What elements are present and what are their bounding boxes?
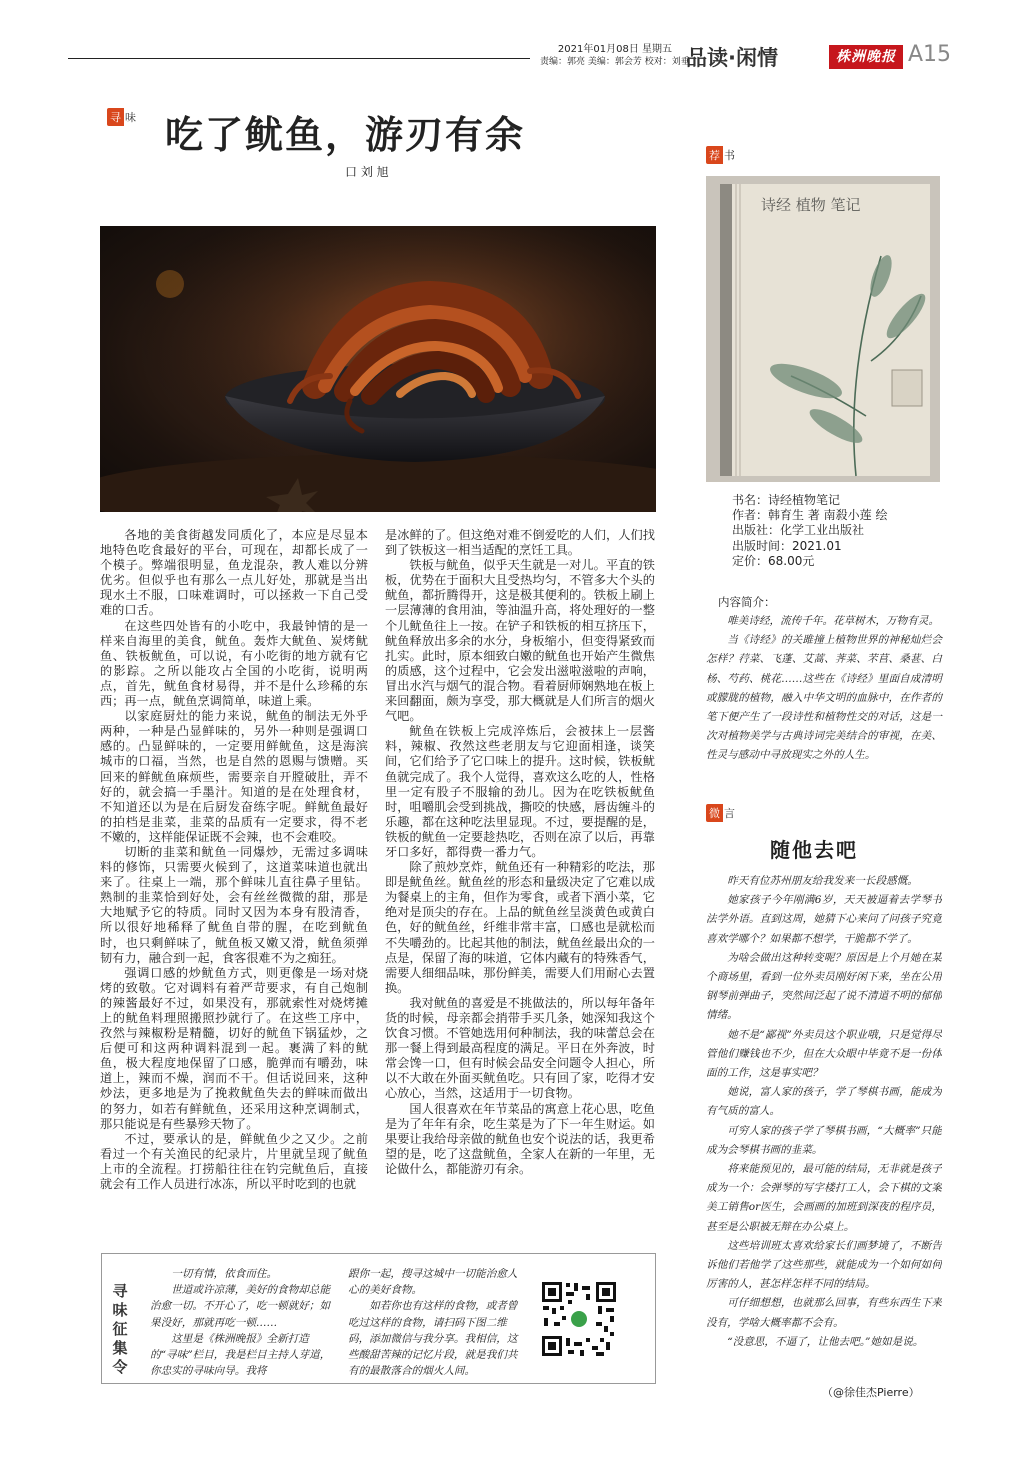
- column-tag-mark: 寻: [107, 108, 124, 126]
- book-info: [732, 493, 887, 569]
- xunwei-paragraph: 如若你也有这样的食物，或者曾吃过这样的食物，请扫码下图二维码，添加微信与我分享。我相信，这些酸甜苦辣的记忆片段，就是我们共有的最散落合的烟火人间。: [348, 1300, 518, 1378]
- book-intro-label: 内容简介：: [718, 595, 776, 609]
- article-paragraph: 除了煎炒烹炸，鱿鱼还有一种精彩的吃法，那即是鱿鱼丝。鱿鱼丝的形态和量级决定了它难以成为餐桌上的主角，但作为零食，或者下酒小菜，它绝对是顶尖的存在。上品的鱿鱼丝呈淡黄色或黄白色，好的鱿鱼丝，纤维非常丰富，口感也是就松而不失嚼劲的。比起其他的制法，鱿鱼丝最出众的一点是，保留了海的味道，它体内藏有的特殊香气，需要人细细品味，那份鲜美，需要人们用耐心去置换。: [385, 860, 655, 995]
- book-intro-paragraph: 当《诗经》的关雎撞上植物世界的神秘灿烂会怎样？荇菜、飞蓬、艾蒿、荠菜、芣苢、桑葚、白杨、芍药、桃花……这些在《诗经》里面自成清明或朦胧的植物，融入中华文明的血脉中，在作者的笔下便产生了一段诗性和植物性交的对话，这是一次对植物美学与古典诗词完美结合的审视，在美、性灵与感动中寻放现实之外的人生。: [706, 634, 942, 762]
- xunwei-call-title: 寻味征集令: [112, 1282, 128, 1376]
- column-tag-mark: 微: [706, 804, 723, 822]
- article-paragraph: 我对鱿鱼的喜爱是不挑做法的，所以每年备年货的时候，母亲都会捎带手买几条，她深知我这个饮食习惯。不管她选用何种制法，我的味蕾总会在那一餐上得到最高程度的满足。平日在外奔波，时常会馋一口，但有时候会品安全问题令人担心，所以不大敢在外面买鱿鱼吃。只有回了家，吃得才安心放心，当然，这适用于一切食物。: [385, 995, 655, 1101]
- essay-paragraph: 可穷人家的孩子学了琴棋书画，“大概率”只能成为会琴棋书画的韭菜。: [706, 1124, 942, 1156]
- article-paragraph: 强调口感的炒鱿鱼方式，则更像是一场对烧烤的致敬。它对调料有着严苛要求，有自己炮制的辣酱最好不过，如果没有，那就索性对烧烤摊上的鱿鱼料理照搬照抄就行了。在这些工序中，孜然与辣椒粉是精髓，切好的鱿鱼下锅猛炒，之后便可和这两种调料混到一起。裹满了料的鱿鱼，极大程度地保留了口感，脆弹而有嚼劲，味道上，辣而不燥，润而不干。但话说回来，这种炒法，更多地是为了挽救鱿鱼失去的鲜味而做出的努力，如若有鲜鱿鱼，还采用这种烹调制式，那只能说是有些暴殄天物了。: [100, 965, 368, 1131]
- article-paragraph: 在这些四处皆有的小吃中，我最钟情的是一样来自海里的美食，鱿鱼。轰炸大鱿鱼、炭烤鱿鱼、铁板鱿鱼，可以说，有小吃街的地方就有它的影踪。之所以能攻占全国的小吃街，说明两点，首先，鱿鱼食材易得，并不是什么珍稀的东西；再一点，鱿鱼烹调简单，味道上乘。: [100, 618, 368, 709]
- essay-paragraph: 她家孩子今年刚满6岁，天天被逼着去学琴书法学外语。直到这周，她猜下心来问了问孩子究竟喜欢学哪个？如果都不想学，干脆都不学了。: [706, 894, 942, 945]
- book-info-line: 出版时间：2021.01: [732, 538, 842, 553]
- essay-paragraph: “没意思，不逼了，让他去吧。”她如是说。: [727, 1335, 924, 1348]
- essay-body: [706, 872, 942, 1378]
- essay-paragraph: 将来能预见的，最可能的结局，无非就是孩子成为一个：会弹琴的写字楼打工人，会下棋的文案美工销售or医生，会画画的加班到深夜的程序员，甚至是公职被无辩在办公桌上。: [706, 1163, 942, 1233]
- article-paragraph: 铁板与鱿鱼，似乎天生就是一对儿。平直的铁板，优势在于面积大且受热均匀，不管多大个头的鱿鱼，都折腾得开，这是极其便利的。铁板上刷上一层薄薄的食用油，等油温升高，将处理好的一整个儿鱿鱼往上一按。在铲子和铁板的相互挤压下，鱿鱼释放出多余的水分，身板缩小，但变得紧致而扎实。此时，原本细致白嫩的鱿鱼也开始产生微焦的质感，这个过程中，它会发出滋啦滋啦的声响，冒出水汽与烟气的混合物。看着厨师娴熟地在板上来回翻面，颇为享受，那大概就是人们所言的烟火气吧。: [385, 558, 655, 724]
- book-intro: [706, 612, 942, 766]
- book-info-line: 作者：韩育生 著 南殺小莲 绘: [732, 508, 888, 523]
- article-author: 口 刘 旭: [345, 165, 389, 179]
- column-tag-jianshu: [706, 146, 735, 164]
- column-tag-text: 言: [724, 807, 735, 820]
- squid-dish-illustration: [100, 226, 656, 512]
- essay-paragraph: 这些培训班太喜欢给家长们画梦境了，不断告诉他们若他学了这些那些，就能成为一个如何如何厉害的人，甚怎样怎样不同的结局。: [706, 1239, 942, 1291]
- book-cover: [706, 176, 940, 482]
- article-paragraph: 鱿鱼在铁板上完成淬炼后，会被抹上一层酱料，辣椒、孜然这些老朋友与它迎面相逢，谈笑间，它们给予了它口味上的提升。这时候，铁板鱿鱼就完成了。我个人觉得，喜欢这么吃的人，性格里一定有股子不服输的劲儿。因为在吃铁板鱿鱼时，咀嚼肌会受到挑战，撕咬的快感，唇齿缠斗的乐趣，都在这种吃法里显现。不过，要提醒的是，铁板的鱿鱼一定要趁热吃，否则在凉了以后，再靠牙口多好，都得费一番力气。: [385, 724, 655, 859]
- xunwei-column-1: [150, 1266, 335, 1379]
- issue-date: 2021年01月08日 星期五: [557, 44, 672, 55]
- column-tag-text: 味: [125, 111, 136, 124]
- wechat-qr-code[interactable]: [540, 1280, 618, 1358]
- article-column-2: [385, 528, 655, 1242]
- essay-paragraph: 她说，富人家的孩子，学了琴棋书画，能成为有气质的富人。: [706, 1086, 942, 1118]
- section-title: 品读·闲情: [686, 46, 778, 70]
- book-intro-paragraph: 唯美诗经，流传千年。花草树木，万物有灵。: [727, 615, 940, 627]
- article-paragraph-continued: 是冰鲜的了。但这绝对难不倒爱吃的人们，人们找到了铁板这一相当适配的烹饪工具。: [385, 528, 655, 558]
- column-tag-xunwei: [107, 108, 136, 126]
- article-column-1: [100, 528, 368, 1242]
- newspaper-logo: 株洲晚报: [829, 45, 903, 69]
- article-paragraph: 切断的韭菜和鱿鱼一同爆炒，无需过多调味料的修饰，只需要火候到了，这道菜味道也就出来了。往桌上一端，那个鲜味儿直往鼻子里钻。熟制的韭菜恰到好处，会有丝丝微微的甜，那是大地赋予它的特质。同时又因为本身有股清香，所以很好地稀释了鱿鱼自带的腥，在吃到鱿鱼时，也只剩鲜味了，鱿鱼板又嫩又滑，鱿鱼须弹韧有力，融合到一起，食客很难不为之痴狂。: [100, 844, 368, 965]
- book-cover-title: 诗经 植物 笔记: [761, 196, 861, 214]
- article-title: 吃了鱿鱼，游刃有余: [165, 112, 526, 157]
- column-tag-mark: 荐: [706, 146, 723, 164]
- essay-paragraph: 可仔细想想，也就那么回事，有些东西生下来没有，学啥大概率都不会有。: [706, 1297, 942, 1329]
- article-paragraph: 国人很喜欢在年节菜品的寓意上花心思，吃鱼是为了年年有余，吃生菜是为了下一年生财运。如果要让我给母亲做的鱿鱼也安个说法的话，我更希望的是，吃了这盘鱿鱼，全家人在新的一年里，无论做什么，都能游刃有余。: [385, 1101, 655, 1176]
- essay-paragraph: 昨天有位苏州朋友给我发来一长段感慨。: [727, 875, 918, 887]
- xunwei-column-2: [348, 1266, 526, 1379]
- xunwei-paragraph: 跟你一起，搜寻这城中一切能治愈人心的美好食物。: [348, 1268, 518, 1297]
- essay-author: （@徐佳杰Pierre）: [822, 1386, 920, 1399]
- essay-paragraph: 为啥会做出这种转变呢？原因是上个月她在某个商场里，看到一位外卖员刚好闲下来，坐在公用钢琴前弹曲子，突然间泛起了说不清道不明的郁郁情绪。: [706, 951, 942, 1022]
- article-paragraph: 不过，要承认的是，鲜鱿鱼少之又少。之前看过一个有关渔民的纪录片，片里就呈现了鱿鱼上市的全流程。打捞船往往在钓完鱿鱼后，直接就会有工作人员进行冰冻，所以平时吃到的也就: [100, 1131, 368, 1192]
- article-paragraph: 各地的美食街越发同质化了，本应是尽显本地特色吃食最好的平台，可现在，却都长成了一个模子。弊端很明显，鱼龙混杂，教人难以分辨优劣。但似乎也有那么一点儿好处，那就是当出现水土不服，口味难调时，可以拯救一下自己受难的口舌。: [100, 528, 368, 618]
- essay-title: 随他去吧: [770, 838, 858, 862]
- xunwei-paragraph: 一切有情，依食而住。: [171, 1268, 278, 1280]
- article-paragraph: 以家庭厨灶的能力来说，鱿鱼的制法无外乎两种，一种是凸显鲜味的，另外一种则是强调口感的。凸显鲜味的，一定要用鲜鱿鱼，这是海滨城市的口福，当然，也是自然的恩赐与馈赠。买回来的鲜鱿鱼麻烦些，需要亲自开膛破肚，弄不好的，就会搞一手墨汁。知道的是在处理食材，不知道还以为是在后厨发奋练字呢。鲜鱿鱼最好的拍档是韭菜，韭菜的品质有一定要求，得不老不嫩的，这样能保证既不会辣，也不会难咬。: [100, 709, 368, 844]
- book-info-line: 出版社：化学工业出版社: [732, 523, 865, 538]
- editor-credits: 责编：郭亮 美编：郭会芳 校对：刘垂: [540, 57, 690, 67]
- page-number: A15: [908, 42, 952, 67]
- essay-paragraph: 她不是“鄙视”外卖员这个职业哦，只是觉得尽管他们赚钱也不少，但在大众眼中毕竟不是一份体面的工作，这是事实吧？: [706, 1028, 942, 1080]
- book-info-line: 书名：诗经植物笔记: [732, 493, 841, 507]
- column-tag-weiyan: [706, 804, 735, 822]
- xunwei-paragraph: 世道或许凉薄，美好的食物却总能治愈一切。不开心了，吃一顿就好；如果没好，那就再吃一顿……: [150, 1284, 331, 1329]
- book-info-line: 定价：68.00元: [732, 553, 815, 568]
- column-tag-text: 书: [724, 149, 735, 162]
- xunwei-paragraph: 这里是《株洲晚报》全新打造的“寻味”栏目，我是栏目主持人芽道，你忠实的寻味向导。我将: [150, 1332, 331, 1378]
- squid-dish-photo: [100, 226, 656, 512]
- header-rule: [68, 58, 530, 59]
